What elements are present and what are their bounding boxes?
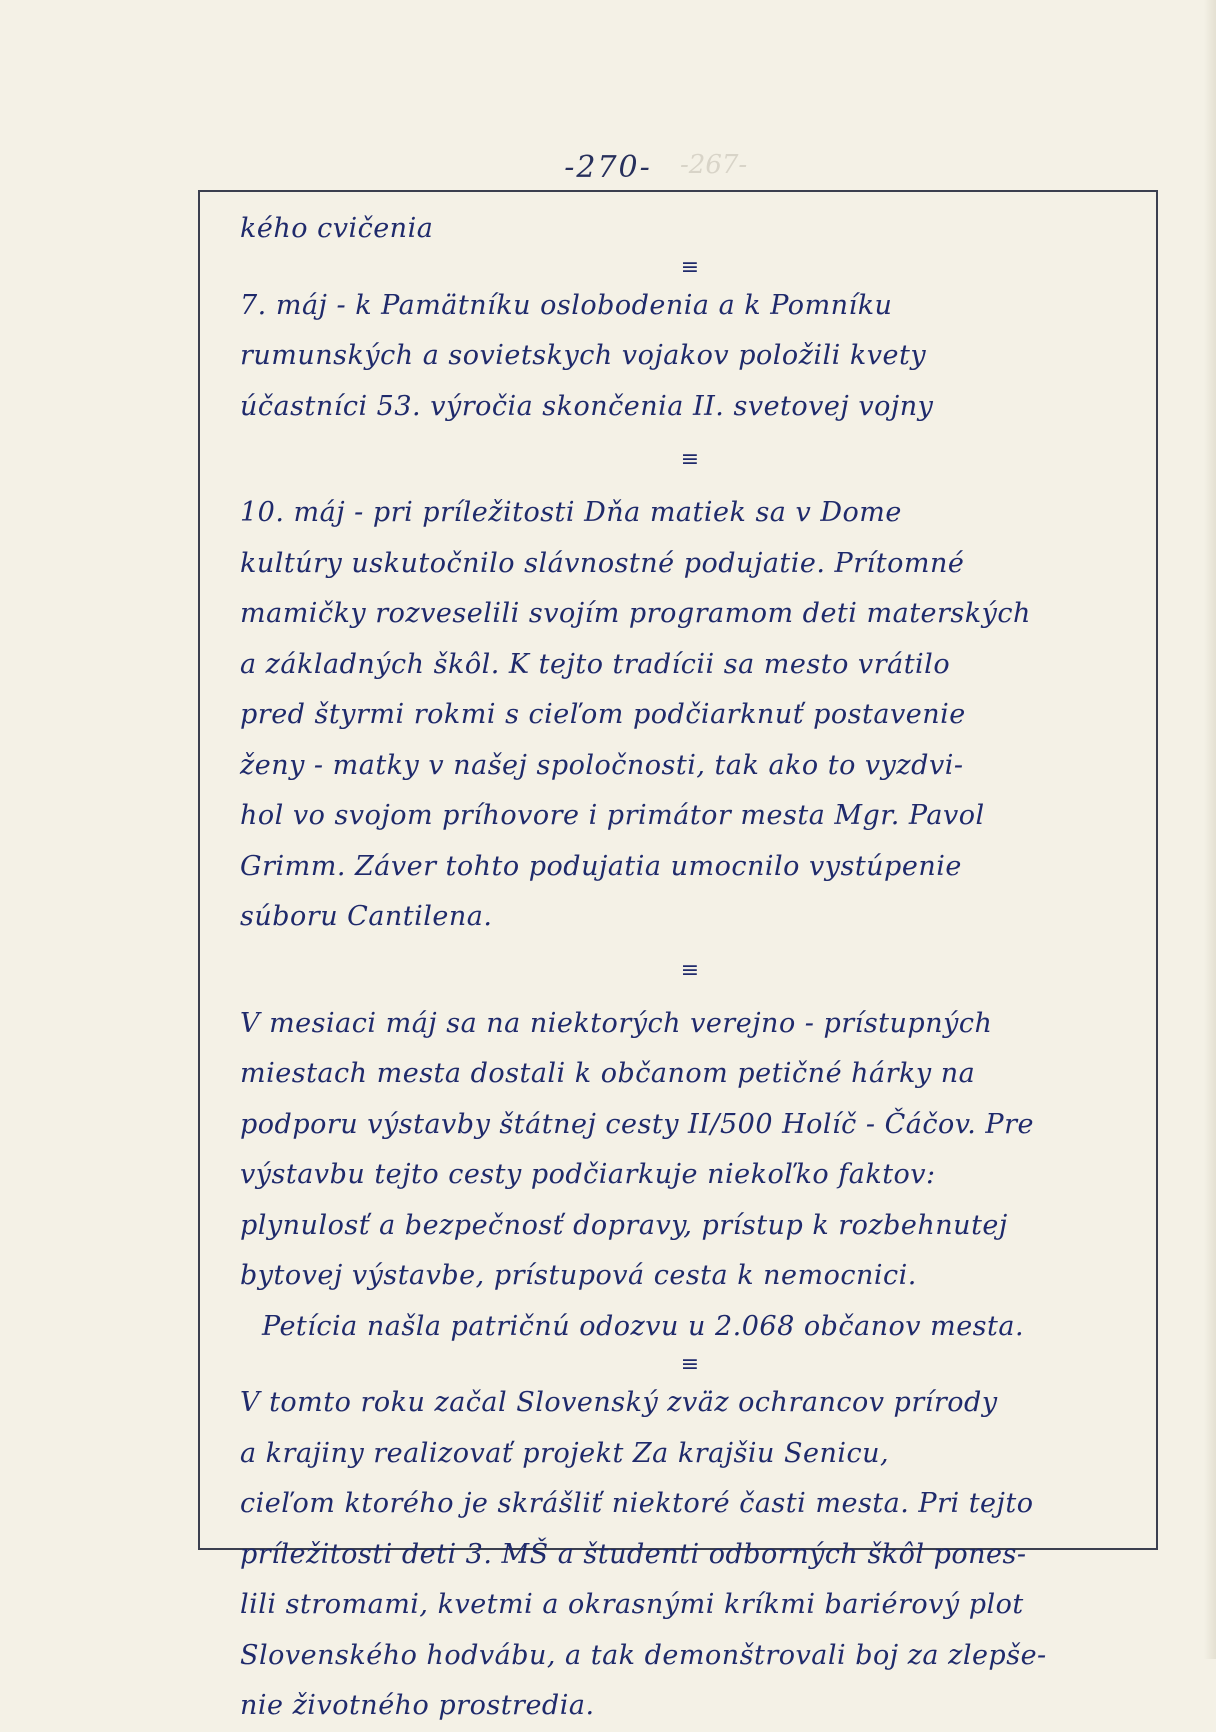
paragraph-7-maj xyxy=(240,281,1140,433)
bleed-through-page-number: -267- xyxy=(680,150,748,180)
paragraph-za-krajsiu-senicu xyxy=(240,1378,1140,1732)
text-line: účastníci 53. výročia skončenia II. svetovej vojny xyxy=(240,390,934,422)
section-separator: ≡ xyxy=(680,447,700,472)
text-line: hol vo svojom príhovore i primátor mesta Mgr. Pavol xyxy=(240,800,985,831)
text-line: rumunských a sovietskych vojakov položili kvety xyxy=(240,340,927,371)
section-separator: ≡ xyxy=(680,1352,700,1377)
text-line: pred štyrmi rokmi s cieľom podčiarknuť postavenie xyxy=(240,699,966,730)
text-line: podporu výstavby štátnej cesty II/500 Holíč - Čáčov. Pre xyxy=(240,1108,1034,1140)
chronicle-text-frame xyxy=(198,190,1158,1721)
page-number: -270- xyxy=(564,150,652,185)
text-line: kultúry uskutočnilo slávnostné podujatie. Prítomné xyxy=(240,547,965,579)
section-separator: ≡ xyxy=(680,957,700,983)
text-line: mamičky rozveselili svojím programom deti materských xyxy=(240,598,1031,629)
text-line: 10. máj - pri príležitosti Dňa matiek sa v Dome xyxy=(240,497,902,528)
text-line: súboru Cantilena. xyxy=(240,901,493,932)
text-line: príležitosti deti 3. MŠ a študenti odborných škôl pones- xyxy=(240,1538,1027,1570)
paragraph-peticia xyxy=(240,999,1140,1353)
page-edge-shadow xyxy=(1204,0,1216,1659)
text-line: Petícia našla patričnú odozvu u 2.068 občanov mesta. xyxy=(262,1310,1025,1342)
paragraph-10-maj xyxy=(240,488,1140,943)
text-line: bytovej výstavbe, prístupová cesta k nemocnici. xyxy=(240,1260,917,1291)
text-line: 7. máj - k Pamätníku oslobodenia a k Pomníku xyxy=(240,289,893,321)
text-line: výstavbu tejto cesty podčiarkuje niekoľko faktov: xyxy=(240,1159,936,1190)
paragraph-cvicenia-end xyxy=(240,204,1140,255)
text-line: miestach mesta dostali k občanom petičné hárky na xyxy=(240,1058,976,1089)
text-line: lili stromami, kvetmi a okrasnými kríkmi bariérový plot xyxy=(240,1589,1024,1620)
text-line: a základných škôl. K tejto tradícii sa mesto vrátilo xyxy=(240,648,951,680)
text-line: V mesiaci máj sa na niektorých verejno - prístupných xyxy=(240,1007,993,1039)
text-line: a krajiny realizovať projekt Za krajšiu Senicu, xyxy=(240,1437,890,1469)
text-line: Grimm. Záver tohto podujatia umocnilo vystúpenie xyxy=(240,850,962,882)
text-line: Slovenského hodvábu, a tak demonštrovali boj za zlepše- xyxy=(240,1639,1047,1671)
text-line: kého cvičenia xyxy=(240,213,434,244)
text-line: ženy - matky v našej spoločnosti, tak ako to vyzdvi- xyxy=(240,749,964,781)
section-separator: ≡ xyxy=(680,254,700,280)
text-line: V tomto roku začal Slovenský zväz ochrancov prírody xyxy=(240,1387,998,1418)
text-line: cieľom ktorého je skrášliť niektoré časti mesta. Pri tejto xyxy=(240,1488,1034,1519)
text-line: nie životného prostredia. xyxy=(240,1690,595,1721)
text-line: plynulosť a bezpečnosť dopravy, prístup k rozbehnutej xyxy=(240,1209,1008,1241)
